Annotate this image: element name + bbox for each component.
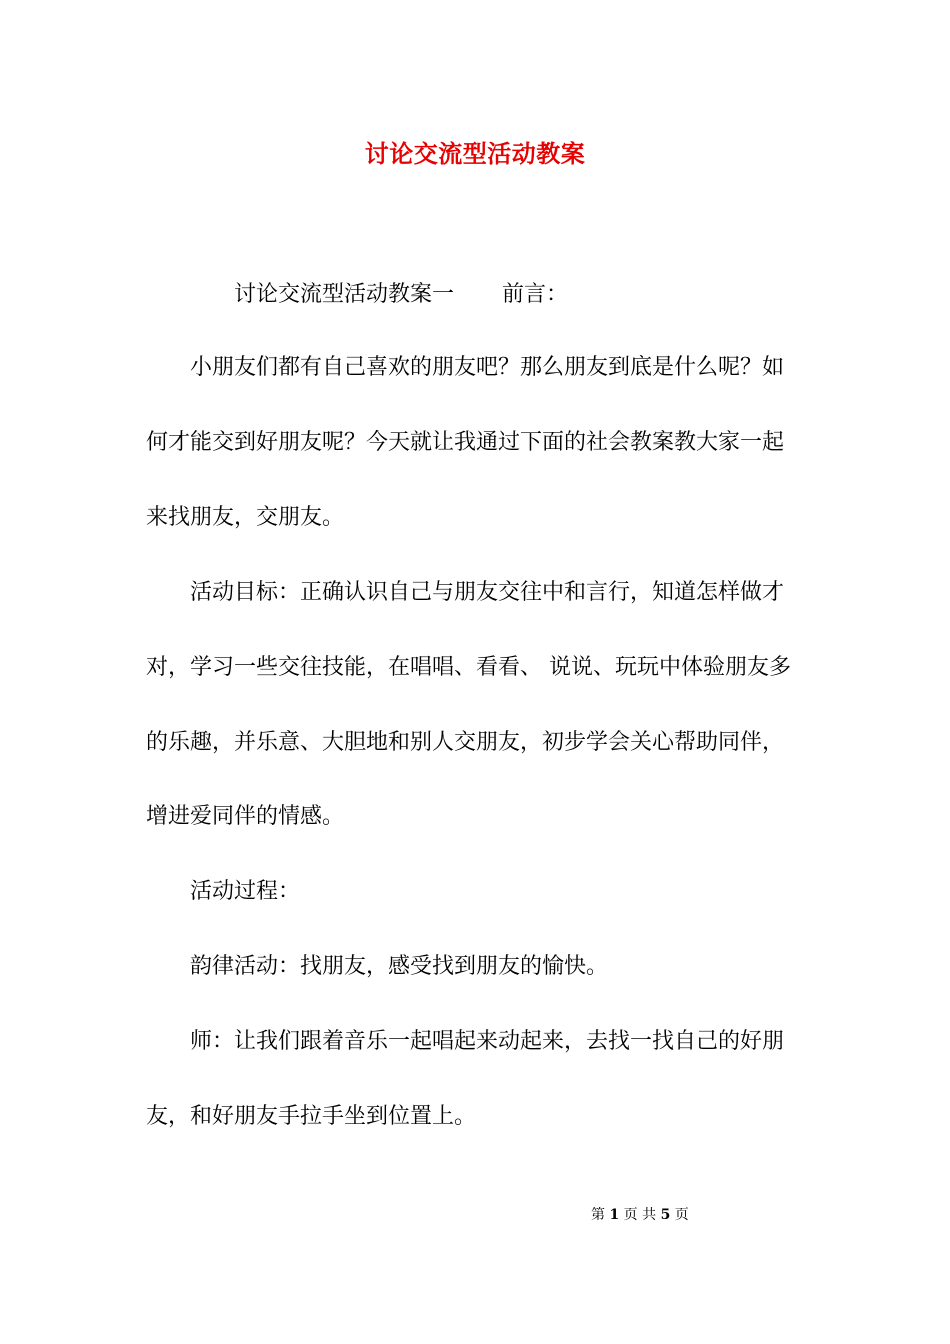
paragraph-line: 的乐趣，并乐意、大胆地和别人交朋友，初步学会关心帮助同伴， xyxy=(146,730,785,755)
footer-suffix: 页 xyxy=(674,1207,689,1223)
current-page-number: 1 xyxy=(609,1207,620,1223)
paragraph-line: 活动目标：正确认识自己与朋友交往中和言行，知道怎样做才 xyxy=(190,580,785,605)
document-title: 讨论交流型活动教案 xyxy=(364,139,586,168)
paragraph-line: 韵律活动：找朋友，感受找到朋友的愉快。 xyxy=(190,954,609,979)
paragraph-line: 小朋友们都有自己喜欢的朋友吧？那么朋友到底是什么呢？如 xyxy=(190,355,785,380)
paragraph-line: 友，和好朋友手拉手坐到位置上。 xyxy=(146,1104,477,1129)
footer-prefix: 第 xyxy=(591,1207,605,1223)
preface-label: 前言： xyxy=(502,282,569,307)
paragraph-line: 对，学习一些交往技能，在唱唱、看看、 说说、玩玩中体验朋友多 xyxy=(146,655,791,680)
total-page-number: 5 xyxy=(660,1207,671,1223)
page-number-footer xyxy=(591,1205,689,1225)
paragraph-line: 师：让我们跟着音乐一起唱起来动起来，去找一找自己的好朋 xyxy=(190,1029,785,1054)
paragraph-line: 何才能交到好朋友呢？今天就让我通过下面的社会教案教大家一起 xyxy=(146,430,785,455)
paragraph-line: 活动过程： xyxy=(190,879,301,904)
section-heading: 讨论交流型活动教案一 xyxy=(234,282,455,307)
footer-middle: 页 共 xyxy=(623,1207,657,1223)
paragraph-line: 增进爱同伴的情感。 xyxy=(146,804,345,829)
paragraph-line: 来找朋友，交朋友。 xyxy=(146,505,345,530)
